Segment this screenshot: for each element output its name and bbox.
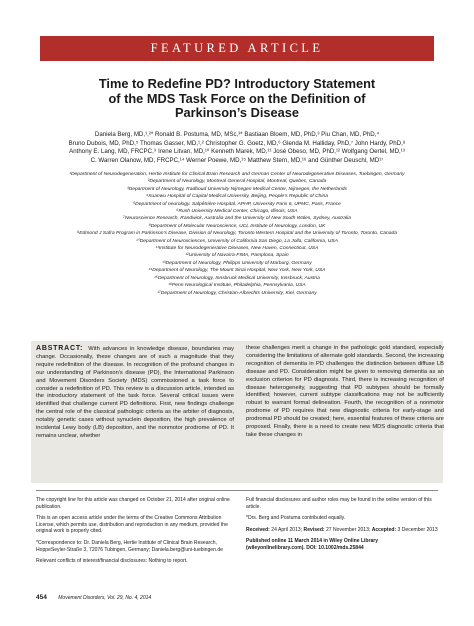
affiliation: ¹²University of Navarra-FIMA, Pamplona, Spain — [185, 253, 289, 259]
affiliation: ⁵Department of neurology, Salpêtrière Hospital, APHP, University Paris 6, UPMC, Paris, France — [133, 201, 341, 207]
title-line: of the MDS Task Force on the Definition of — [108, 90, 366, 106]
published-line: Published online 11 March 2014 in Wiley Online Library — [246, 538, 379, 545]
received-label: Received: — [246, 526, 270, 533]
article-title — [40, 77, 434, 121]
author-line: Daniela Berg, MD,¹,²* Ronald B. Postuma, MD, MSc,³* Bastiaan Bloem, MD, PhD,³ Piu Chan, MD, PhD,⁴ — [94, 131, 380, 138]
author-line: C. Warren Olanow, MD, FRCPC,¹⁴ Werner Poewe, MD,¹⁵ Matthew Stern, MD,¹⁶ and Günther Deuschl, MD¹⁷ — [90, 156, 384, 164]
affiliation: ¹⁵Department of Neurology, Innsbruck Medical University, Innsbruck, Austria — [154, 275, 320, 281]
affiliation: ⁷Neuroscience Research, Randwick, Australia and the University of New South Wales, Sydney, Australia — [122, 216, 351, 222]
affiliation: ⁸Department of Molecular Neuroscience, UCL Institute of Neurology, London, UK — [148, 223, 326, 229]
title-line: Parkinson’s Disease — [174, 105, 299, 120]
accepted-label: Accepted: — [371, 526, 397, 533]
revised-label: Revised: — [303, 526, 325, 533]
copyright-note: The copyright line for this article was changed on October 21, 2014 after original online publication. — [36, 497, 230, 510]
author-line: Anthony E. Lang, MD, FRCPC,⁹ Irene Litvan, MD,¹⁰ Kenneth Marek, MD,¹¹ José Obeso, MD, PhD,¹² Wolfgang Oertel, MD,¹³ — [69, 148, 405, 156]
notes-left — [36, 497, 233, 570]
affiliation: ⁹Edmond J Safra Program in Parkinson’s Disease, Division of Neurology, Toronto Western Hospital and the University of Toronto, Toronto, Canada — [76, 231, 398, 237]
affiliation: ¹⁴Department of Neurology, The Mount Sinai Hospital, New York, New York, USA — [148, 268, 326, 274]
affiliation: ¹⁷Department of Neurology, Christian-Albrechts University, Kiel, Germany — [157, 290, 317, 296]
author-list — [40, 131, 434, 165]
journal-citation: Movement Disorders, Vol. 29, No. 4, 2014 — [58, 595, 152, 601]
license-note: This is an open access article under the terms of the Creative Commons Attribution License, which permits use, distribution and reproduction in any medium, provided the original work is properly cited. — [36, 515, 228, 535]
author-line: Bruno Dubois, MD, PhD,⁵ Thomas Gasser, MD,¹,² Christopher G. Goetz, MD,⁶ Glenda M. Halliday, PhD,⁷ John Hardy, PhD,⁸ — [68, 139, 406, 147]
abstract-text-left: With advances in knowledge disease, boundaries may change. Occasionally, these changes are of such a magnitude that they require redefinition of the disease. In recognition of the profound changes in our understanding of Parkinson’s disease (PD), the International Parkinson and Movement Disorders Society (MDS) commissioned a task force to consider a redefinition of PD. This review is a discussion article, intended as the introductory statement of the task force. Several critical issues were identified that challenge current PD definitions. First, new findings challenge the central role of the classical pathologic criteria as the arbiter of diagnosis, notably genetic cases without synuclein deposition, the high prevalence of incidental Lewy body (LB) deposition, and the nonmotor prodrome of PD. It remains unclear, whether — [36, 346, 234, 439]
dates-note — [246, 527, 443, 534]
abstract-left-column — [36, 345, 234, 441]
abstract-label: ABSTRACT: — [36, 345, 84, 352]
correspondence-note: *Correspondence to: Dr. Daniela Berg, Hertie Institute of Clinical Brain Research, HoppeSeyler-Straße 3, 72076 Tubingen, Germany; Daniela.berg@uni-tuebingen.de — [36, 539, 223, 553]
affiliation: ³Department of Neurology, Radboud University Nijmegen Medical Center, Nijmegen, the Netherlands — [126, 186, 347, 192]
notes-right — [246, 497, 443, 557]
revised-date: 27 November 2013; — [326, 526, 371, 533]
affiliation: ¹⁶Penn Neurological Institute, Philadelphia, Pennsylvania, USA — [168, 283, 306, 289]
affiliation: ⁶Rush University Medical Center, Chicago, Illinois, USA — [176, 209, 298, 215]
notes-divider — [36, 490, 438, 491]
affiliation: ¹Department of Neurodegeneration, Hertie Institute for Clinical Brain Research and German Center of Neurodegenerative Diseases, Tuebingen, Germany — [69, 172, 405, 177]
conflicts-note: Relevant conflicts of interest/financial disclosures: Nothing to report. — [36, 558, 188, 565]
abstract-text-right: these challenges merit a change in the pathologic gold standard, especially considering the limitations of alternate gold standards. Second, the increasing recognition of dementia in PD challenges the distinction between diffuse LB disease and PD. Consideration might be given to removing dementia as an exclusion criterion for PD diagnosis. Third, there is increasing recognition of disease heterogeneity, suggesting that PD subtypes should be formally identified; however, current subtype classifications may not be sufficiently robust to warrant formal delineation. Fourth, the recognition of a nonmotor prodrome of PD requires that new diagnostic criteria for early-stage and prodromal PD should be created; here, essential features of these criteria are proposed. Finally, there is a need to create new MDS diagnostic criteria that take these changes in — [246, 345, 444, 438]
affiliations — [26, 171, 448, 297]
featured-article-banner: FEATURED ARTICLE — [40, 36, 434, 61]
equal-contribution-note: *Drs. Berg and Postuma contributed equally. — [246, 515, 346, 522]
affiliation: ¹¹Institute for Neurodegenerative Diseases, New Haven, Connecticut, USA — [155, 246, 319, 252]
abstract-right-column — [246, 345, 444, 440]
received-date: 24 April 2013; — [271, 526, 303, 533]
affiliation: ²Department of Neurology, Montreal General Hospital, Montreal, Quebec, Canada — [147, 179, 327, 185]
doi-line: (wileyonlinelibrary.com). DOI: 10.1002/mds.25844 — [246, 544, 364, 551]
affiliation: ¹³Department of Neurology, Philipps University of Marburg, Germany — [162, 260, 312, 266]
published-note — [246, 538, 443, 551]
page-number: 454 — [36, 594, 47, 601]
affiliation: ⁴Xuanwu Hospital of Capital Medical University, Beijing, People’s Republic of China — [146, 194, 328, 200]
affiliation: ¹⁰Department of Neurosciences, University of California San Diego, La Jolla, California, USA — [136, 238, 338, 244]
page-footer — [36, 594, 151, 602]
disclosure-note: Full financial disclosures and author roles may be found in the online version of this article. — [246, 497, 432, 510]
accepted-date: 3 December 2013 — [397, 526, 438, 533]
title-line: Time to Redefine PD? Introductory Statement — [98, 76, 376, 91]
